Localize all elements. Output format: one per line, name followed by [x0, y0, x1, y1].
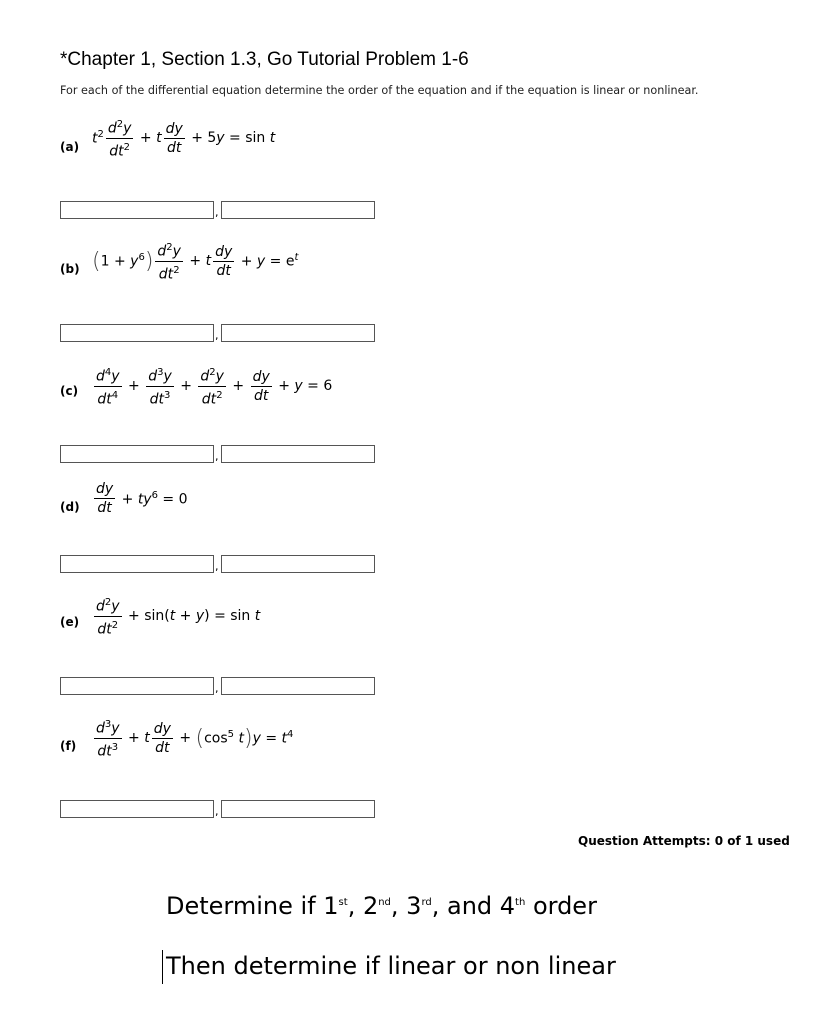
problem-e-label: (e) [60, 615, 80, 629]
problem-c-label: (c) [60, 384, 79, 398]
problem-b-order-input[interactable] [60, 324, 214, 342]
problem-c-answers: , [60, 445, 375, 463]
problem-d-label: (d) [60, 500, 80, 514]
problem-d-order-input[interactable] [60, 555, 214, 573]
question-attempts: Question Attempts: 0 of 1 used [578, 834, 790, 848]
problem-b-linearity-input[interactable] [221, 324, 375, 342]
instructions: For each of the differential equation determine the order of the equation and if the equation is linear or nonlinear. [60, 84, 699, 97]
page-title: *Chapter 1, Section 1.3, Go Tutorial Problem 1-6 [60, 49, 469, 70]
problem-f-label: (f) [60, 739, 77, 753]
problem-f-answers: , [60, 800, 375, 818]
problem-a-linearity-input[interactable] [221, 201, 375, 219]
problem-c-order-input[interactable] [60, 445, 214, 463]
problem-a-label: (a) [60, 140, 80, 154]
problem-a-answers: , [60, 201, 375, 219]
problem-d-answers: , [60, 555, 375, 573]
problem-c-linearity-input[interactable] [221, 445, 375, 463]
note-line-2: Then determine if linear or non linear [166, 952, 616, 980]
problem-e-order-input[interactable] [60, 677, 214, 695]
problem-d-equation: $\frac{dy}{dt}$ + $ty^6 = 0$ [96, 481, 188, 516]
problem-d-linearity-input[interactable] [221, 555, 375, 573]
problem-c-equation: $\frac{d^4y}{dt^4}$ + $\frac{d^3y}{dt^3}$ + $\frac{d^2y}{dt^2}$ + $\frac{dy}{dt}$ + y = 6 [92, 364, 332, 408]
problem-e-answers: , [60, 677, 375, 695]
problem-b-answers: , [60, 324, 375, 342]
text-cursor [162, 950, 163, 984]
problem-f-linearity-input[interactable] [221, 800, 375, 818]
problem-a-equation: $t^2$ $\frac{d^2y}{dt^2}$ + t $\frac{dy}{dt}$ + 5y = sin t [92, 116, 275, 160]
problem-f-equation: $\frac{d^3y}{dt^3}$ + t $\frac{dy}{dt}$ + ( $\cos^5 t$ ) $y = t^4$ [92, 716, 293, 760]
problem-a-order-input[interactable] [60, 201, 214, 219]
problem-b-label: (b) [60, 262, 80, 276]
problem-e-linearity-input[interactable] [221, 677, 375, 695]
note-line-1: Determine if 1st, 2nd, 3rd, and 4th order [166, 892, 597, 920]
problem-e-equation: $\frac{d^2y}{dt^2}$ + sin(t + y) = sin t [92, 594, 260, 638]
problem-b-equation: ( $1 + y^6$ ) $\frac{d^2y}{dt^2}$ + t $\frac{dy}{dt}$ + $y = e^t$ [92, 239, 298, 283]
problem-f-order-input[interactable] [60, 800, 214, 818]
